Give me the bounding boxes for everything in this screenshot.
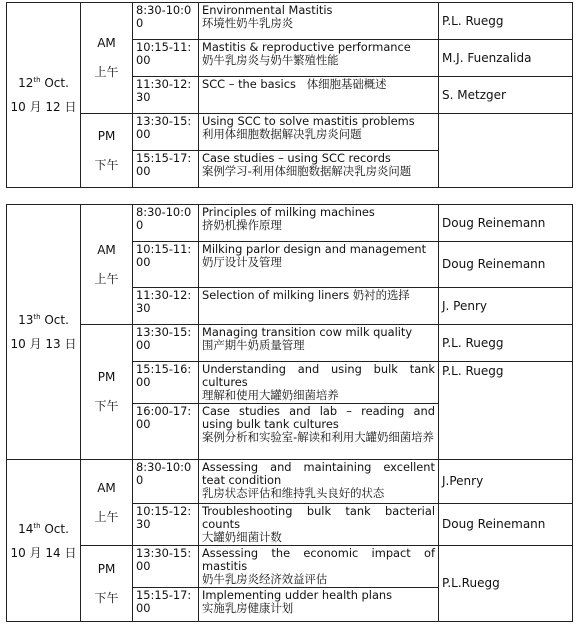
pm-cell bbox=[81, 325, 133, 460]
am-label: AM bbox=[97, 242, 116, 257]
date-en-suffix: th bbox=[33, 521, 41, 530]
session-row bbox=[7, 3, 573, 40]
time-cell: 15:15-17:00 bbox=[133, 151, 199, 188]
am-cell bbox=[81, 205, 133, 325]
topic-en: Environmental Mastitis bbox=[202, 3, 333, 17]
speaker-cell: Doug Reinemann bbox=[439, 242, 573, 288]
time-cell: 15:15-17:00 bbox=[133, 588, 199, 622]
date-en-suffix: th bbox=[33, 313, 41, 321]
topic-cell bbox=[199, 3, 439, 40]
am-cell bbox=[81, 460, 133, 546]
pm-cell bbox=[81, 114, 133, 188]
pm-label-zh: 下午 bbox=[94, 590, 119, 605]
am-cell bbox=[81, 3, 133, 114]
pm-label-zh: 下午 bbox=[94, 399, 119, 413]
time-cell: 16:00-17:00 bbox=[133, 404, 199, 460]
topic-zh: 利用体细胞数据解决乳房炎问题 bbox=[202, 127, 362, 141]
session-row bbox=[7, 205, 573, 242]
session-row bbox=[7, 546, 573, 588]
topic-en: SCC – the basics bbox=[202, 77, 296, 91]
topic-cell bbox=[199, 588, 439, 622]
pm-label: PM bbox=[97, 370, 116, 384]
topic-en: Milking parlor design and management bbox=[202, 242, 427, 256]
time-cell: 15:15-16:00 bbox=[133, 362, 199, 404]
topic-en: Assessing and maintaining excellent teat condition bbox=[202, 460, 435, 487]
date-en-month: Oct. bbox=[44, 521, 69, 536]
topic-zh: 案例分析和实验室-解读和利用大罐奶细菌培养 bbox=[202, 430, 434, 444]
time-cell: 8:30-10:00 bbox=[133, 3, 199, 40]
date-cell bbox=[7, 205, 81, 460]
speaker-cell: Doug Reinemann bbox=[439, 205, 573, 242]
topic-cell bbox=[199, 205, 439, 242]
am-label: AM bbox=[97, 480, 116, 495]
topic-cell bbox=[199, 288, 439, 325]
topic-cell bbox=[199, 77, 439, 114]
time-cell: 10:15-12:30 bbox=[133, 504, 199, 546]
topic-zh: 理解和使用大罐奶细菌培养 bbox=[202, 388, 339, 402]
schedule-table-day-1 bbox=[6, 2, 573, 188]
speaker-cell: S. Metzger bbox=[439, 77, 573, 114]
topic-zh: 环境性奶牛乳房炎 bbox=[202, 16, 294, 30]
speaker-cell: P.L. Ruegg bbox=[439, 325, 573, 362]
topic-en: Mastitis & reproductive performance bbox=[202, 40, 411, 54]
topic-zh: 奶牛乳房炎与奶牛繁殖性能 bbox=[202, 53, 339, 67]
topic-cell bbox=[199, 404, 439, 460]
topic-zh: 挤奶机操作原理 bbox=[202, 218, 282, 232]
topic-en: Managing transition cow milk quality bbox=[202, 325, 413, 339]
date-zh: 10 月 13 日 bbox=[10, 337, 77, 351]
speaker-cell: P.L. Ruegg bbox=[439, 362, 573, 460]
time-cell: 11:30-12:30 bbox=[133, 288, 199, 325]
date-en-month: Oct. bbox=[44, 76, 69, 90]
speaker-cell: P.L.Ruegg bbox=[439, 546, 573, 622]
speaker-cell: Doug Reinemann bbox=[439, 504, 573, 546]
topic-zh: 围产期牛奶质量管理 bbox=[202, 338, 305, 352]
time-cell: 13:30-15:00 bbox=[133, 114, 199, 151]
session-row bbox=[7, 114, 573, 151]
am-label-zh: 上午 bbox=[94, 271, 119, 286]
topic-zh: 体细胞基础概述 bbox=[306, 77, 387, 91]
topic-cell bbox=[199, 362, 439, 404]
topic-zh: 乳房状态评估和维持乳头良好的状态 bbox=[202, 486, 385, 500]
topic-zh: 大罐奶细菌计数 bbox=[202, 530, 282, 544]
date-zh: 10 月 12 日 bbox=[10, 100, 77, 114]
topic-en: Case studies and lab – reading and using bulk tank cultures bbox=[202, 404, 435, 431]
speaker-cell bbox=[439, 114, 573, 188]
topic-zh: 奶衬的选择 bbox=[352, 288, 410, 302]
pm-label: PM bbox=[97, 561, 116, 576]
time-cell: 8:30-10:00 bbox=[133, 460, 199, 504]
time-cell: 13:30-15:00 bbox=[133, 546, 199, 588]
topic-cell bbox=[199, 460, 439, 504]
session-row bbox=[7, 325, 573, 362]
time-cell: 10:15-11:00 bbox=[133, 242, 199, 288]
topic-cell bbox=[199, 325, 439, 362]
time-cell: 11:30-12:30 bbox=[133, 77, 199, 114]
topic-cell bbox=[199, 504, 439, 546]
session-row bbox=[7, 460, 573, 504]
topic-en: Principles of milking machines bbox=[202, 205, 375, 219]
topic-zh: 奶厅设计及管理 bbox=[202, 255, 282, 269]
topic-zh: 实施乳房健康计划 bbox=[202, 601, 294, 615]
date-en-suffix: th bbox=[33, 76, 41, 84]
topic-cell bbox=[199, 40, 439, 77]
pm-label: PM bbox=[97, 128, 116, 143]
date-en-day: 13 bbox=[18, 313, 34, 327]
topic-zh: 奶牛乳房炎经济效益评估 bbox=[202, 572, 328, 586]
date-en-day: 14 bbox=[18, 521, 34, 536]
am-label-zh: 上午 bbox=[94, 65, 119, 79]
topic-en: Assessing the economic impact of mastitis bbox=[202, 546, 435, 573]
topic-en: Understanding and using bulk tank cultures bbox=[202, 362, 435, 389]
date-en-day: 12 bbox=[18, 76, 34, 90]
am-label: AM bbox=[97, 36, 116, 50]
time-cell: 13:30-15:00 bbox=[133, 325, 199, 362]
date-cell bbox=[7, 460, 81, 622]
topic-cell bbox=[199, 546, 439, 588]
topic-zh: 案例学习-利用体细胞数据解决乳房炎问题 bbox=[202, 164, 412, 178]
speaker-cell: J. Penry bbox=[439, 288, 573, 325]
topic-cell bbox=[199, 114, 439, 151]
topic-en: Troubleshooting bulk tank bacterial counts bbox=[202, 504, 435, 531]
time-cell: 10:15-11:00 bbox=[133, 40, 199, 77]
topic-cell bbox=[199, 242, 439, 288]
time-cell: 8:30-10:00 bbox=[133, 205, 199, 242]
am-label-zh: 上午 bbox=[94, 509, 119, 524]
schedule-table-day-2 bbox=[6, 204, 573, 622]
topic-en: Selection of milking liners bbox=[202, 288, 350, 302]
speaker-cell: J.Penry bbox=[439, 460, 573, 504]
speaker-cell: P.L. Ruegg bbox=[439, 3, 573, 40]
date-en-month: Oct. bbox=[44, 313, 69, 327]
pm-cell bbox=[81, 546, 133, 622]
topic-cell bbox=[199, 151, 439, 188]
topic-en: Implementing udder health plans bbox=[202, 588, 393, 602]
speaker-cell: M.J. Fuenzalida bbox=[439, 40, 573, 77]
date-cell bbox=[7, 3, 81, 188]
topic-en: Using SCC to solve mastitis problems bbox=[202, 114, 415, 128]
topic-en: Case studies – using SCC records bbox=[202, 151, 391, 165]
date-zh: 10 月 14 日 bbox=[10, 545, 77, 560]
pm-label-zh: 下午 bbox=[94, 157, 119, 172]
